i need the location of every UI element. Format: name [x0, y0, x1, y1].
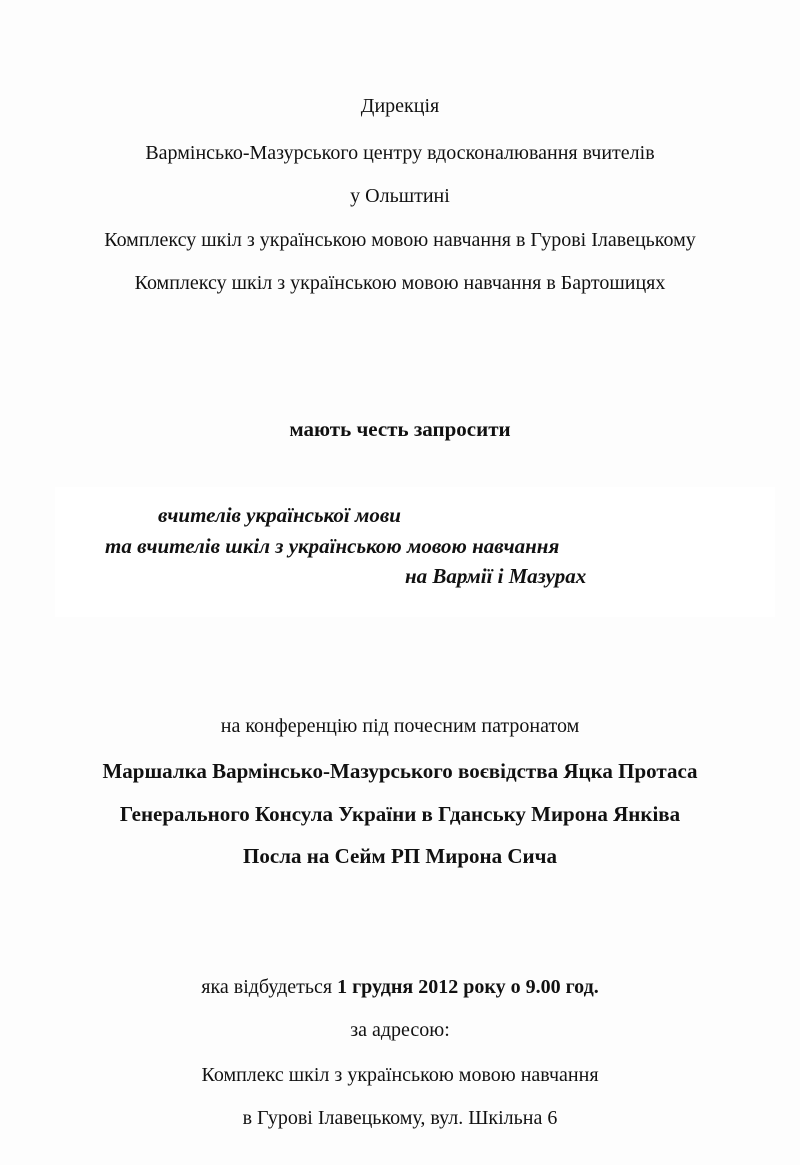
guests-block	[55, 487, 775, 617]
event-date-prefix: яка відбудеться	[201, 976, 338, 998]
event-date-line	[0, 974, 800, 1000]
patron-marshal: Маршалка Вармінсько-Мазурського воєвідства Яцка Протаса	[102, 759, 698, 783]
patron-deputy: Посла на Сейм РП Мирона Сича	[243, 844, 557, 868]
conference-intro: на конференцію під почесним патронатом	[220, 715, 580, 737]
invite-heading: мають честь запросити	[289, 417, 511, 441]
header-line-school-bartoszyce: Комплексу шкіл з українською мовою навчання в Бартошицях	[134, 272, 666, 294]
header-line-center: Вармінсько-Мазурського центру вдосконалювання вчителів	[145, 142, 655, 164]
guests-line-region: на Вармії і Мазурах	[405, 564, 587, 588]
address-line-street: в Гурові Ілавецькому, вул. Шкільна 6	[242, 1107, 558, 1129]
patron-consul: Генерального Консула України в Гданську Мирона Янківа	[119, 802, 681, 826]
header-line-city: у Ольштині	[350, 185, 450, 207]
header-line-school-gurovo: Комплексу шкіл з українською мовою навчання в Гурові Ілавецькому	[104, 229, 696, 251]
guests-line-ukrainian-teachers: вчителів української мови	[158, 503, 401, 527]
address-line-school: Комплекс шкіл з українською мовою навчання	[201, 1064, 599, 1086]
header-line-directorate: Дирекція	[360, 95, 440, 117]
address-label: за адресою:	[350, 1019, 450, 1041]
event-date: 1 грудня 2012 року о 9.00 год.	[337, 976, 599, 998]
guests-line-school-teachers: та вчителів шкіл з українською мовою навчання	[105, 534, 560, 558]
